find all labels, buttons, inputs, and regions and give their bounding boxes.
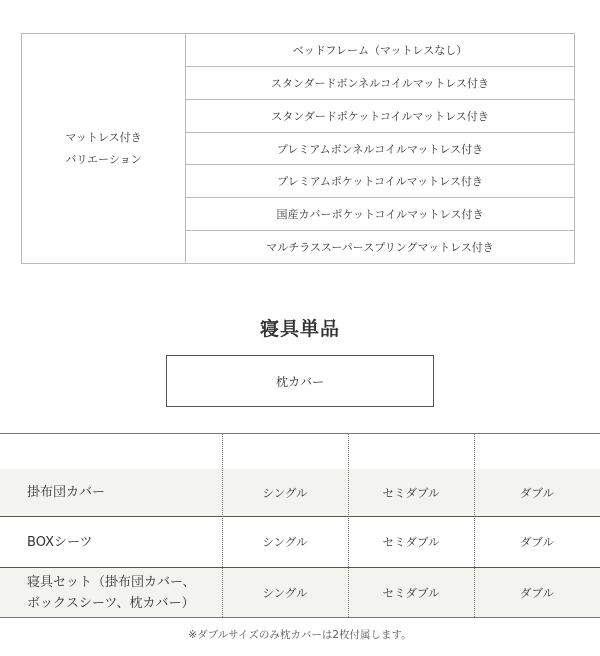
row-name <box>0 482 222 503</box>
size-semi-double-link[interactable]: セミダブル <box>382 485 440 500</box>
row-name-line2: ボックスシーツ、枕カバー） <box>27 595 195 611</box>
column-divider <box>474 434 475 617</box>
variation-option-premium-bonnell[interactable]: プレミアムボンネルコイルマットレス付き <box>186 133 574 166</box>
row-name-line1: BOXシーツ <box>27 534 93 550</box>
row-name-line1: 寝具セット（掛布団カバー、 <box>27 574 196 590</box>
footnote: ※ダブルサイズのみ枕カバーは2枚付属します。 <box>188 629 412 641</box>
variation-option-domestic-cover-pocket[interactable]: 国産カバーポケットコイルマットレス付き <box>186 198 574 231</box>
variation-table <box>21 33 575 264</box>
column-divider <box>222 434 223 617</box>
size-semi-double-link[interactable]: セミダブル <box>382 585 440 600</box>
size-single-link[interactable]: シングル <box>262 535 308 549</box>
bedding-size-table <box>0 433 600 618</box>
variation-option-standard-bonnell[interactable]: スタンダードボンネルコイルマットレス付き <box>186 67 574 100</box>
bedding-section-title: 寝具単品 <box>259 318 340 340</box>
row-name <box>0 572 222 614</box>
variation-label-line1: マットレス付き <box>65 130 142 144</box>
size-single-link[interactable]: シングル <box>262 485 308 500</box>
column-divider <box>348 434 349 617</box>
variation-label-line2: バリエーション <box>65 152 142 166</box>
variation-options <box>186 34 574 263</box>
size-table-header <box>0 434 600 469</box>
pillow-cover-button[interactable]: 枕カバー <box>166 355 434 407</box>
size-single-link[interactable]: シングル <box>262 585 308 600</box>
variation-label <box>22 34 186 263</box>
size-double-link[interactable]: ダブル <box>519 585 555 600</box>
row-name-line1: 掛布団カバー <box>27 485 106 500</box>
table-row-box-sheet <box>0 517 600 568</box>
variation-option-premium-pocket[interactable]: プレミアムポケットコイルマットレス付き <box>186 165 574 198</box>
row-name <box>0 532 222 553</box>
variation-option-multi-lath-super-spring[interactable]: マルチラススーパースプリングマットレス付き <box>266 241 494 255</box>
variation-option-frame-only[interactable]: ベッドフレーム（マットレスなし） <box>186 34 574 67</box>
size-double-link[interactable]: ダブル <box>519 535 555 549</box>
size-double-link[interactable]: ダブル <box>519 485 555 500</box>
size-semi-double-link[interactable]: セミダブル <box>382 535 440 549</box>
variation-option-standard-pocket[interactable]: スタンダードポケットコイルマットレス付き <box>186 100 574 133</box>
table-row-bedding-set <box>0 568 600 617</box>
table-row-comforter-cover <box>0 469 600 517</box>
